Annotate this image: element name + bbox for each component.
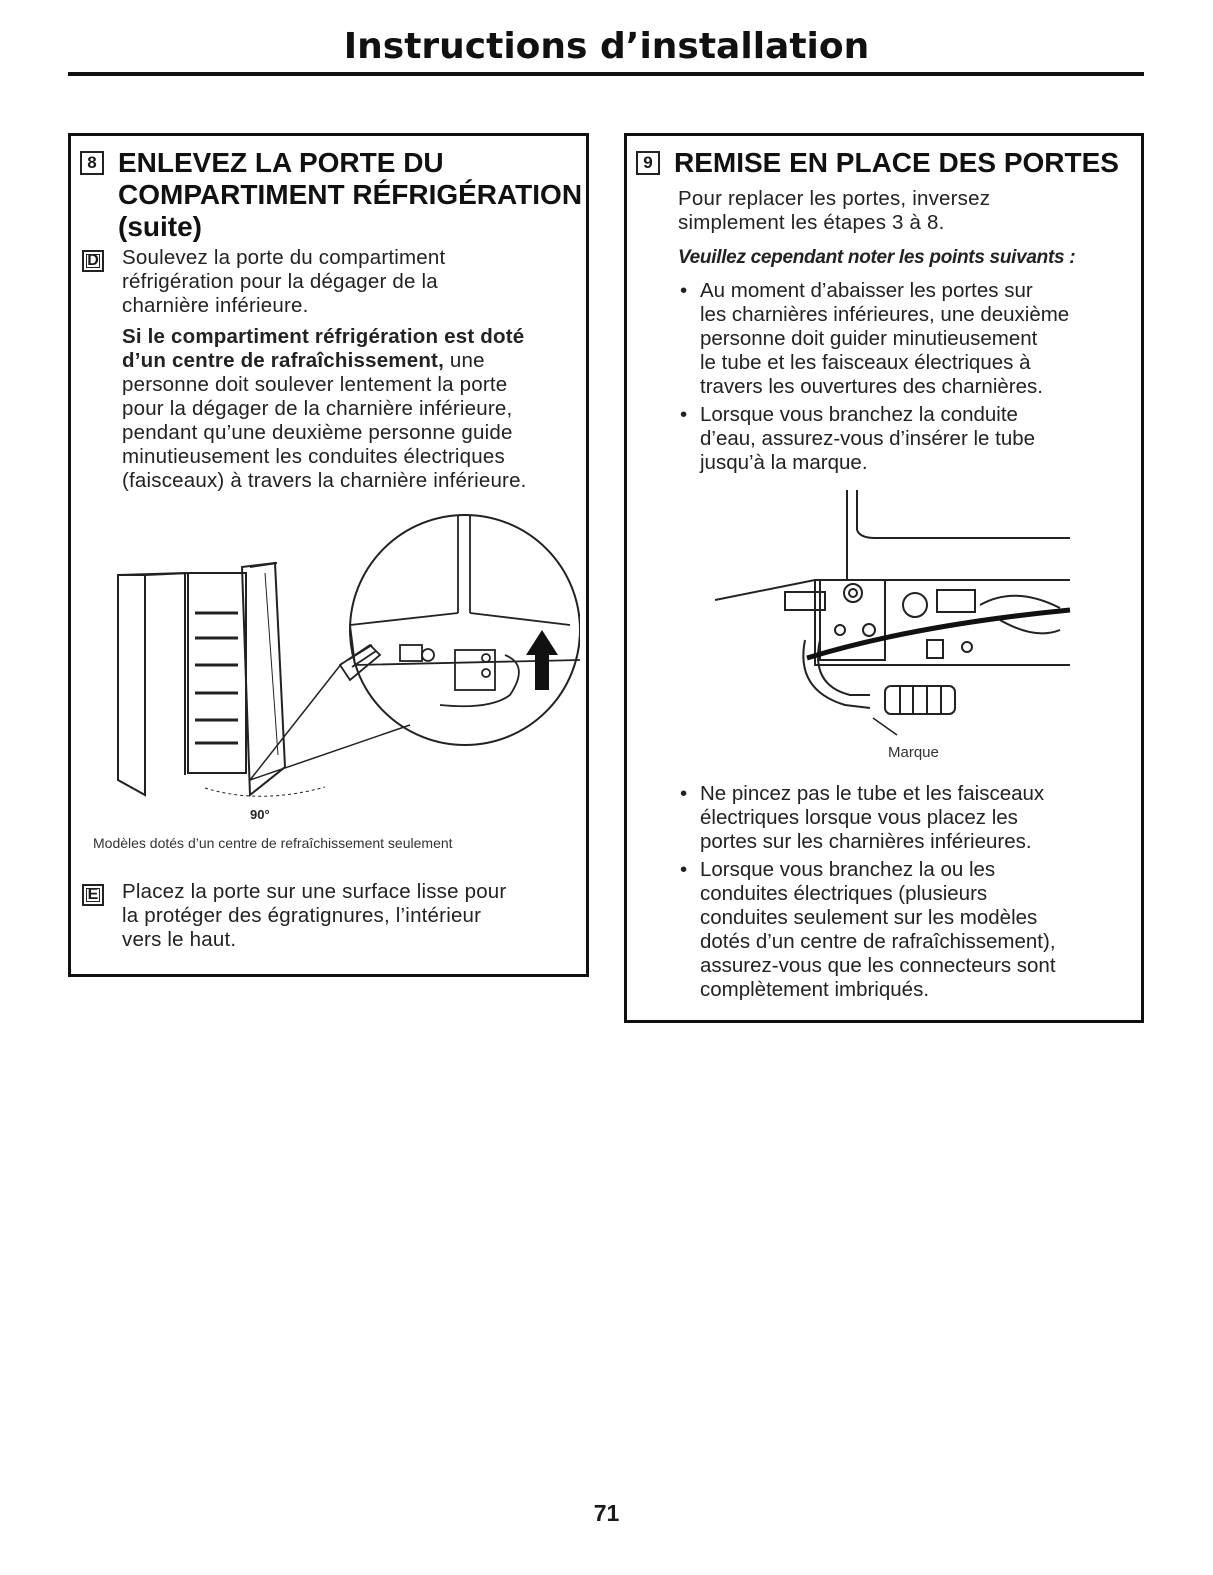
step-9-intro	[678, 187, 1133, 270]
text-line: (faisceaux) à travers la charnière inférieure.	[122, 469, 527, 492]
text-line: Pour replacer les portes, inversez	[678, 187, 991, 210]
text-line: charnière inférieure.	[122, 294, 309, 317]
step-8-number: 8	[80, 151, 104, 175]
step-9-title: REMISE EN PLACE DES PORTES	[674, 147, 1119, 178]
step-9-header	[636, 147, 1119, 179]
figure-caption: Modèles dotés d’un centre de refraîchissement seulement	[93, 835, 453, 851]
bold-lead-line: d’un centre de rafraîchissement,	[122, 349, 444, 372]
text-line: minutieusement les conduites électriques	[122, 445, 505, 468]
step-8-header	[80, 147, 582, 243]
text-line: assurez-vous que les connecteurs sont	[700, 954, 1056, 977]
bold-lead-line: Si le compartiment réfrigération est doté	[122, 325, 525, 348]
hinge-tube-illustration	[715, 490, 1075, 750]
text-line: • Lorsque vous branchez la ou les	[700, 858, 996, 881]
text-line: pour la dégager de la charnière inférieure,	[122, 397, 513, 420]
text-line: le tube et les faisceaux électriques à	[700, 351, 1031, 374]
text-line: vers le haut.	[122, 928, 237, 951]
mark-label: Marque	[888, 744, 939, 761]
angle-label: 90°	[250, 807, 270, 820]
text-line: complètement imbriqués.	[700, 978, 930, 1001]
text-line: personne doit guider minutieusement	[700, 327, 1038, 350]
step-8-title-line2: COMPARTIMENT RÉFRIGÉRATION	[118, 179, 583, 210]
substep-e-text	[122, 880, 577, 952]
refrigerator-door-illustration	[110, 505, 580, 820]
text-line: conduites électriques (plusieurs	[700, 882, 988, 905]
step-8-title-line3: (suite)	[118, 211, 202, 242]
text-line: Placez la porte sur une surface lisse pour	[122, 880, 507, 903]
text-line: d’eau, assurez-vous d’insérer le tube	[700, 427, 1036, 450]
text-line: pendant qu’une deuxième personne guide	[122, 421, 513, 444]
text-line: dotés d’un centre de rafraîchissement),	[700, 930, 1056, 953]
title-rule	[68, 72, 1144, 76]
text-line: • Lorsque vous branchez la conduite	[700, 403, 1018, 426]
text-line: • Ne pincez pas le tube et les faisceaux	[700, 782, 1045, 805]
text-line: personne doit soulever lentement la porte	[122, 373, 508, 396]
bullet-item	[678, 782, 1138, 854]
text-line: • Au moment d’abaisser les portes sur	[700, 279, 1033, 302]
text-line: simplement les étapes 3 à 8.	[678, 211, 945, 234]
text-line: conduites seulement sur les modèles	[700, 906, 1038, 929]
page-title: Instructions d’installation	[343, 26, 870, 67]
bullet-item	[678, 279, 1138, 399]
step-8-title	[118, 147, 582, 243]
text-line: électriques lorsque vous placez les	[700, 806, 1018, 829]
bullet-item	[678, 858, 1138, 1002]
substep-d-marker: D	[82, 250, 104, 272]
text-line: travers les ouvertures des charnières.	[700, 375, 1043, 398]
substep-e-marker: E	[82, 884, 104, 906]
text-line: portes sur les charnières inférieures.	[700, 830, 1032, 853]
step-9-number: 9	[636, 151, 660, 175]
note-heading: Veuillez cependant noter les points suivants :	[678, 247, 1076, 268]
bullet-item	[678, 403, 1138, 475]
page-number: 71	[593, 1500, 620, 1526]
step-8-title-line1: ENLEVEZ LA PORTE DU	[118, 147, 444, 178]
substep-d-text	[122, 246, 577, 493]
text-line: jusqu’à la marque.	[700, 451, 868, 474]
text-line: les charnières inférieures, une deuxième	[700, 303, 1070, 326]
text-line: Soulevez la porte du compartiment	[122, 246, 446, 269]
text-line: réfrigération pour la dégager de la	[122, 270, 438, 293]
text-line: la protéger des égratignures, l’intérieur	[122, 904, 482, 927]
text-fragment: une	[443, 349, 485, 372]
